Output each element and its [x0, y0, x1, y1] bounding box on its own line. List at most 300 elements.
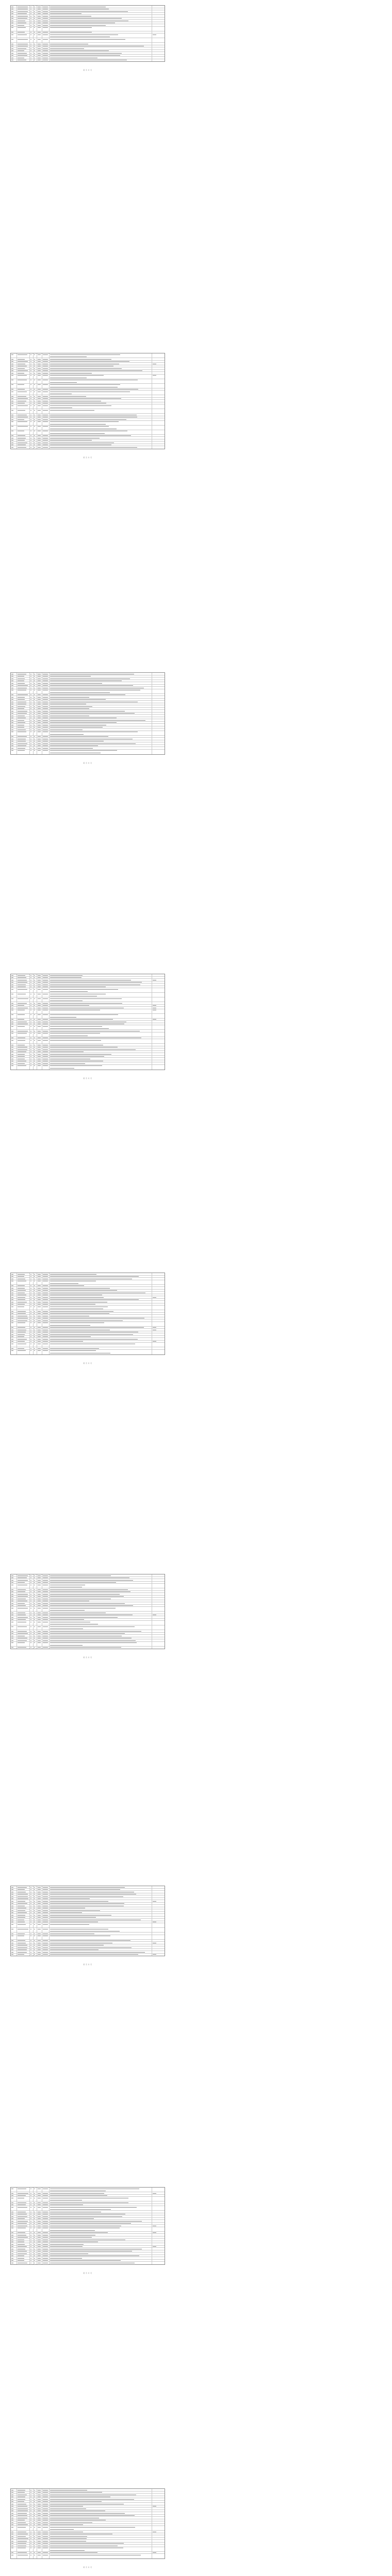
- table-cell: [30, 1350, 34, 1354]
- table-cell: [50, 1886, 152, 1888]
- table-cell: [30, 384, 34, 388]
- table-cell: [37, 740, 42, 742]
- table-cell: [17, 2492, 30, 2494]
- table-cell: [50, 745, 152, 747]
- table-cell: [37, 1923, 42, 1927]
- scanned-text-mark: [30, 697, 31, 698]
- scanned-text-mark: [43, 396, 48, 397]
- scanned-text-mark: [34, 447, 35, 448]
- scanned-text-mark: [38, 2527, 41, 2528]
- table-cell: [30, 1062, 34, 1064]
- table-cell: [42, 1044, 50, 1046]
- table-cell: [34, 1276, 37, 1278]
- table-cell: [50, 1639, 152, 1641]
- table-cell: [37, 1614, 42, 1616]
- table-cell: [50, 2489, 152, 2491]
- table-cell: [30, 2257, 34, 2259]
- table-cell: [34, 1046, 37, 1048]
- table-cell: [50, 1909, 152, 1911]
- table-cell: [30, 1612, 34, 1614]
- scanned-text-mark: [11, 11, 13, 12]
- scanned-text-mark: [34, 1589, 35, 1590]
- scanned-text-mark: [50, 1640, 136, 1641]
- scanned-text-mark: [30, 11, 31, 12]
- table-cell: [11, 1007, 17, 1009]
- scanned-text-mark: [50, 1348, 99, 1349]
- table-cell: [17, 1333, 30, 1335]
- table-cell: [152, 2243, 166, 2245]
- scanned-text-mark: [43, 1049, 48, 1050]
- table-cell: [11, 1602, 17, 1604]
- table-cell: [50, 1327, 152, 1329]
- table-cell: [42, 1635, 50, 1637]
- table-cell: [42, 15, 50, 17]
- table-cell: [37, 395, 42, 397]
- table-cell: [17, 740, 30, 742]
- table-cell: [42, 1333, 50, 1335]
- scanned-text-mark: [34, 27, 35, 28]
- table-cell: [37, 398, 42, 400]
- table-cell: [30, 1322, 34, 1326]
- table-cell: [42, 2543, 50, 2545]
- table-cell: [42, 1019, 50, 1021]
- table-cell: [11, 1030, 17, 1032]
- scanned-text-mark: [11, 2246, 13, 2247]
- table-cell: [50, 2206, 152, 2210]
- table-cell: [37, 2540, 42, 2542]
- scanned-text-mark: [43, 1910, 48, 1911]
- scanned-text-mark: [18, 708, 24, 709]
- scanned-text-mark: [38, 1924, 41, 1925]
- scanned-text-mark: [50, 991, 88, 992]
- table-cell: [42, 1919, 50, 1921]
- table-cell: [50, 1306, 152, 1310]
- table-cell: [11, 1642, 17, 1646]
- table-cell: [17, 1058, 30, 1060]
- table-cell: [11, 981, 17, 984]
- scanned-text-mark: [18, 722, 25, 723]
- table-cell: [42, 977, 50, 979]
- table-cell: [42, 1280, 50, 1284]
- table-cell: [42, 2552, 50, 2554]
- scanned-text-mark: [43, 1285, 48, 1286]
- table-cell: [42, 2515, 50, 2517]
- table-cell: [30, 391, 34, 395]
- scanned-text-mark: [34, 2244, 35, 2245]
- table-cell: [11, 1951, 17, 1953]
- table-cell: [30, 435, 34, 437]
- table-cell: [34, 1942, 37, 1944]
- table-cell: [42, 724, 50, 726]
- table-cell: [152, 1306, 166, 1310]
- table-row: [11, 1025, 165, 1030]
- table-cell: [37, 1053, 42, 1055]
- scanned-text-mark: [43, 2527, 48, 2528]
- table-cell: [37, 400, 42, 402]
- table-cell: [34, 1935, 37, 1939]
- scanned-text-mark: [18, 1334, 25, 1335]
- document-page: [0, 608, 392, 912]
- table-cell: [11, 1051, 17, 1053]
- table-cell: [50, 1333, 152, 1335]
- table-cell: [11, 1299, 17, 1301]
- table-cell: [30, 1895, 34, 1897]
- table-cell: [50, 22, 152, 24]
- table-cell: [152, 2510, 166, 2512]
- scanned-text-mark: [38, 1582, 41, 1583]
- table-cell: [42, 2526, 50, 2530]
- table-cell: [42, 391, 50, 395]
- table-cell: [152, 391, 166, 395]
- table-cell: [37, 38, 42, 42]
- scanned-text-mark: [34, 1889, 35, 1890]
- table-cell: [50, 2517, 152, 2519]
- scanned-text-mark: [38, 748, 41, 749]
- table-cell: [11, 442, 17, 444]
- table-cell: [42, 2524, 50, 2526]
- table-row: [11, 1642, 165, 1647]
- scanned-text-mark: [38, 1297, 41, 1298]
- table-cell: [11, 988, 17, 992]
- scanned-text-mark: [34, 683, 35, 684]
- scanned-text-mark: [50, 2543, 124, 2544]
- table-cell: [17, 1315, 30, 1317]
- table-cell: [30, 2246, 34, 2248]
- table-cell: [152, 1007, 166, 1009]
- scanned-text-mark: [43, 2515, 48, 2516]
- scanned-text-mark: [18, 2218, 25, 2219]
- table-cell: [17, 736, 30, 738]
- table-cell: [17, 2494, 30, 2496]
- scanned-text-mark: [11, 685, 13, 686]
- scanned-text-mark: [43, 683, 48, 684]
- scanned-text-mark: [11, 998, 13, 999]
- table-cell: [30, 1336, 34, 1338]
- scanned-text-mark: [50, 2515, 135, 2516]
- scanned-text-mark: [18, 375, 27, 376]
- table-cell: [17, 446, 30, 449]
- scanned-text-mark: [50, 2232, 108, 2233]
- table-cell: [34, 740, 37, 742]
- table-cell: [30, 1921, 34, 1923]
- table-cell: [152, 27, 166, 31]
- scanned-text-mark: [38, 743, 41, 744]
- scanned-text-mark: [11, 1056, 13, 1057]
- table-cell: [152, 1053, 166, 1055]
- scanned-text-mark: [30, 447, 31, 448]
- table-cell: [17, 421, 30, 425]
- table-cell: [17, 1021, 30, 1023]
- scanned-text-mark: [43, 1603, 48, 1604]
- scanned-text-mark: [43, 53, 48, 54]
- table-cell: [34, 358, 37, 360]
- table-cell: [30, 1954, 34, 1956]
- table-cell: [17, 1639, 30, 1641]
- scanned-text-mark: [30, 1642, 31, 1643]
- table-cell: [42, 1299, 50, 1301]
- table-cell: [42, 1905, 50, 1907]
- table-cell: [17, 1007, 30, 1009]
- table-cell: [152, 1350, 166, 1354]
- table-cell: [37, 1341, 42, 1343]
- table-cell: [37, 1588, 42, 1590]
- table-cell: [30, 52, 34, 54]
- table-cell: [152, 1889, 166, 1891]
- table-cell: [17, 57, 30, 59]
- table-cell: [42, 388, 50, 391]
- table-cell: [17, 2220, 30, 2222]
- table-cell: [30, 1574, 34, 1577]
- table-cell: [42, 2517, 50, 2519]
- table-cell: [11, 742, 17, 744]
- table-cell: [17, 979, 30, 981]
- scanned-text-mark: [30, 25, 31, 26]
- table-cell: [17, 1044, 30, 1046]
- table-cell: [11, 388, 17, 391]
- table-cell: [11, 1647, 17, 1649]
- table-cell: [42, 1276, 50, 1278]
- table-cell: [42, 1032, 50, 1037]
- table-cell: [34, 675, 37, 677]
- table-cell: [17, 1030, 30, 1032]
- table-cell: [34, 1032, 37, 1037]
- table-cell: [37, 10, 42, 12]
- scanned-text-mark: [50, 1327, 144, 1328]
- table-cell: [37, 2494, 42, 2496]
- scanned-text-mark: [43, 1896, 48, 1897]
- table-cell: [11, 1313, 17, 1315]
- scanned-text-mark: [34, 694, 35, 695]
- scanned-text-mark: [43, 2218, 48, 2219]
- scanned-text-mark: [18, 2536, 26, 2537]
- scanned-text-mark: [50, 1350, 96, 1351]
- table-cell: [152, 59, 166, 62]
- table-cell: [50, 731, 152, 735]
- table-cell: [11, 1928, 17, 1932]
- scanned-text-mark: [38, 722, 41, 723]
- table-cell: [42, 1625, 50, 1630]
- table-cell: [37, 2206, 42, 2210]
- table-cell: [152, 1574, 166, 1577]
- table-cell: [50, 1633, 152, 1635]
- scanned-text-mark: [30, 1285, 31, 1286]
- scanned-text-mark: [18, 977, 26, 978]
- scanned-text-mark: [38, 2193, 41, 2194]
- table-cell: [17, 717, 30, 719]
- scanned-text-mark: [18, 697, 25, 698]
- table-cell: [42, 710, 50, 712]
- table-cell: [152, 2512, 166, 2514]
- table-cell: [34, 1025, 37, 1029]
- scanned-text-mark: [50, 2524, 83, 2525]
- table-cell: [11, 2192, 17, 2194]
- scanned-text-mark: [30, 1063, 31, 1064]
- scanned-text-mark: [18, 18, 27, 19]
- scanned-text-mark: [50, 750, 117, 751]
- table-cell: [37, 750, 42, 754]
- scanned-text-mark: [18, 1313, 26, 1314]
- table-cell: [34, 736, 37, 738]
- table-cell: [17, 18, 30, 20]
- scanned-text-mark: [34, 1596, 35, 1597]
- table-cell: [50, 1642, 152, 1646]
- scanned-text-mark: [34, 1631, 35, 1632]
- scanned-text-mark: [34, 405, 35, 406]
- table-cell: [17, 2515, 30, 2517]
- table-cell: [11, 974, 17, 976]
- scanned-text-mark: [18, 368, 25, 369]
- scanned-text-mark: [43, 697, 48, 698]
- table-cell: [11, 1639, 17, 1641]
- table-cell: [34, 2206, 37, 2210]
- table-cell: [50, 384, 152, 388]
- table-cell: [34, 2195, 37, 2197]
- table-cell: [50, 722, 152, 724]
- table-cell: [37, 1635, 42, 1637]
- table-cell: [42, 439, 50, 442]
- table-cell: [30, 1303, 34, 1306]
- scanned-text-mark: [11, 736, 13, 737]
- table-cell: [152, 2225, 166, 2227]
- table-cell: [152, 2220, 166, 2222]
- table-cell: [30, 2512, 34, 2514]
- table-cell: [50, 1009, 152, 1013]
- table-cell: [37, 2248, 42, 2250]
- table-cell: [50, 435, 152, 437]
- table-cell: [42, 1647, 50, 1649]
- table-cell: [17, 384, 30, 388]
- scanned-text-mark: [50, 435, 131, 436]
- table-cell: [30, 1588, 34, 1590]
- table-cell: [42, 404, 50, 409]
- scanned-text-mark: [153, 2232, 156, 2233]
- table-cell: [42, 1921, 50, 1923]
- table-cell: [152, 2554, 166, 2558]
- table-cell: [30, 361, 34, 363]
- scanned-text-mark: [34, 1617, 35, 1618]
- table-cell: [152, 1292, 166, 1294]
- table-cell: [34, 1310, 37, 1312]
- table-cell: [11, 1917, 17, 1919]
- table-cell: [50, 710, 152, 712]
- table-cell: [152, 418, 166, 420]
- scanned-text-mark: [11, 2492, 13, 2493]
- table-cell: [152, 55, 166, 57]
- table-cell: [50, 1058, 152, 1060]
- scanned-text-mark: [18, 2515, 27, 2516]
- scanned-text-mark: [38, 1917, 41, 1918]
- table-cell: [30, 1600, 34, 1602]
- table-cell: [34, 1062, 37, 1064]
- table-cell: [37, 2519, 42, 2521]
- table-cell: [34, 6, 37, 8]
- scanned-text-mark: [43, 1299, 48, 1300]
- scanned-text-mark: [50, 2195, 107, 2196]
- table-cell: [50, 379, 152, 383]
- table-cell: [30, 1315, 34, 1317]
- table-cell: [42, 1030, 50, 1032]
- table-cell: [42, 400, 50, 402]
- table-cell: [11, 1290, 17, 1292]
- table-cell: [152, 24, 166, 26]
- table-cell: [17, 1060, 30, 1062]
- table-cell: [37, 1637, 42, 1639]
- scanned-text-mark: [50, 697, 89, 698]
- scanned-text-mark: [38, 50, 41, 51]
- scanned-text-mark: [38, 1054, 41, 1055]
- table-cell: [50, 1944, 152, 1946]
- table-cell: [34, 370, 37, 372]
- table-cell: [30, 416, 34, 418]
- table-cell: [42, 10, 50, 12]
- table-cell: [42, 694, 50, 696]
- table-row: [11, 1009, 165, 1014]
- page-footer: 第 页 共 页: [83, 1077, 92, 1079]
- scanned-text-mark: [50, 405, 111, 406]
- scanned-text-mark: [34, 1054, 35, 1055]
- table-cell: [42, 398, 50, 400]
- scanned-text-mark: [38, 1285, 41, 1286]
- scanned-text-mark: [18, 48, 26, 49]
- table-cell: [34, 400, 37, 402]
- table-cell: [17, 1053, 30, 1055]
- scanned-text-mark: [34, 1056, 35, 1057]
- scanned-text-mark: [50, 1019, 113, 1020]
- table-cell: [37, 367, 42, 369]
- table-cell: [11, 2188, 17, 2192]
- table-cell: [37, 2243, 42, 2245]
- table-cell: [42, 1584, 50, 1588]
- scanned-text-mark: [18, 1582, 25, 1583]
- scanned-text-mark: [34, 1299, 35, 1300]
- table-cell: [50, 1296, 152, 1298]
- scanned-text-mark: [18, 713, 27, 714]
- table-cell: [50, 1954, 152, 1956]
- table-cell: [11, 1612, 17, 1614]
- table-cell: [50, 2213, 152, 2215]
- table-cell: [34, 708, 37, 710]
- table-cell: [42, 1037, 50, 1039]
- table-cell: [30, 675, 34, 677]
- table-cell: [42, 1917, 50, 1919]
- table-cell: [42, 703, 50, 705]
- table-cell: [37, 1058, 42, 1060]
- table-cell: [37, 1905, 42, 1907]
- table-row: [11, 33, 165, 38]
- scanned-text-mark: [50, 370, 142, 371]
- scanned-text-mark: [38, 55, 41, 56]
- table-cell: [37, 1056, 42, 1058]
- table-cell: [42, 2510, 50, 2512]
- table-cell: [50, 1025, 152, 1029]
- scanned-text-mark: [18, 2207, 27, 2208]
- table-cell: [152, 736, 166, 738]
- table-cell: [152, 437, 166, 439]
- scanned-text-mark: [18, 720, 24, 721]
- scanned-text-mark: [30, 1276, 31, 1277]
- table-cell: [17, 1935, 30, 1939]
- scanned-text-mark: [34, 2195, 35, 2196]
- table-cell: [37, 1577, 42, 1579]
- scanned-text-mark: [30, 426, 31, 427]
- table-cell: [34, 2225, 37, 2227]
- table-cell: [30, 728, 34, 731]
- scanned-text-mark: [38, 1589, 41, 1590]
- table-cell: [34, 402, 37, 404]
- scanned-text-mark: [11, 1591, 13, 1592]
- table-cell: [34, 1290, 37, 1292]
- table-cell: [152, 1037, 166, 1039]
